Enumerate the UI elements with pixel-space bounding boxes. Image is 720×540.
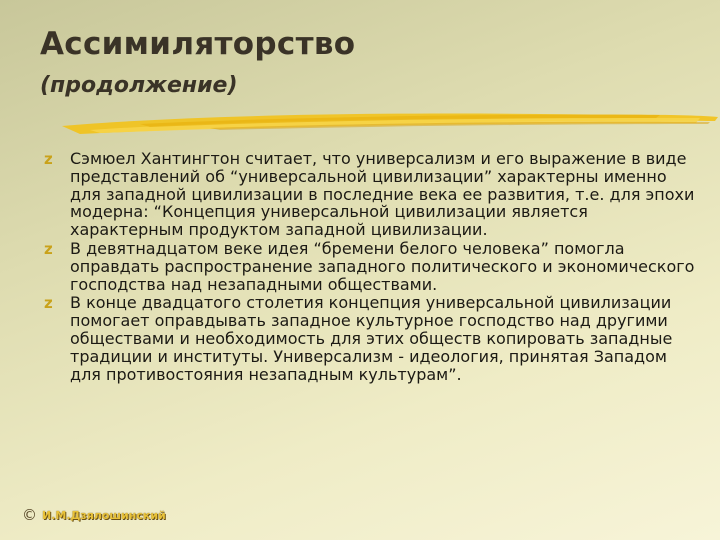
copyright-icon: © (22, 506, 37, 524)
bullet-icon: z (44, 150, 53, 168)
slide-subtitle: (продолжение) (40, 73, 238, 98)
list-item (40, 240, 700, 293)
author-name: И.М.Дзялошинский (42, 508, 166, 522)
list-item (40, 294, 700, 383)
bullet-icon: z (44, 239, 53, 258)
brush-stroke-divider (60, 108, 720, 138)
slide-title: Ассимиляторство (40, 26, 356, 62)
bullet-icon: z (44, 294, 53, 313)
list-item-text: Сэмюел Хантингтон считает, что универсализм и его выражение в виде представлений об “универсальной цивилизации” характерны именно для западной цивилизации в последние века ее развития, т.е. для эпохи модерна: “Концепция универсальной цивилизации является характерным продуктом западной цивилизации. (70, 149, 695, 240)
list-item (40, 150, 700, 239)
list-item-text: В конце двадцатого столетия концепция универсальной цивилизации помогает оправдывать западное культурное господство над другими обществами и необходимость для этих обществ копировать западные традиции и институты. Универсализм - идеология, принятая Западом для противостояния незападным культурам”. (70, 293, 673, 384)
bullet-list (40, 150, 700, 384)
list-item-text: В девятнадцатом веке идея “бремени белого человека” помогла оправдать распространение западного политического и экономического господства над незападными обществами. (70, 238, 695, 294)
slide-footer (22, 506, 166, 524)
